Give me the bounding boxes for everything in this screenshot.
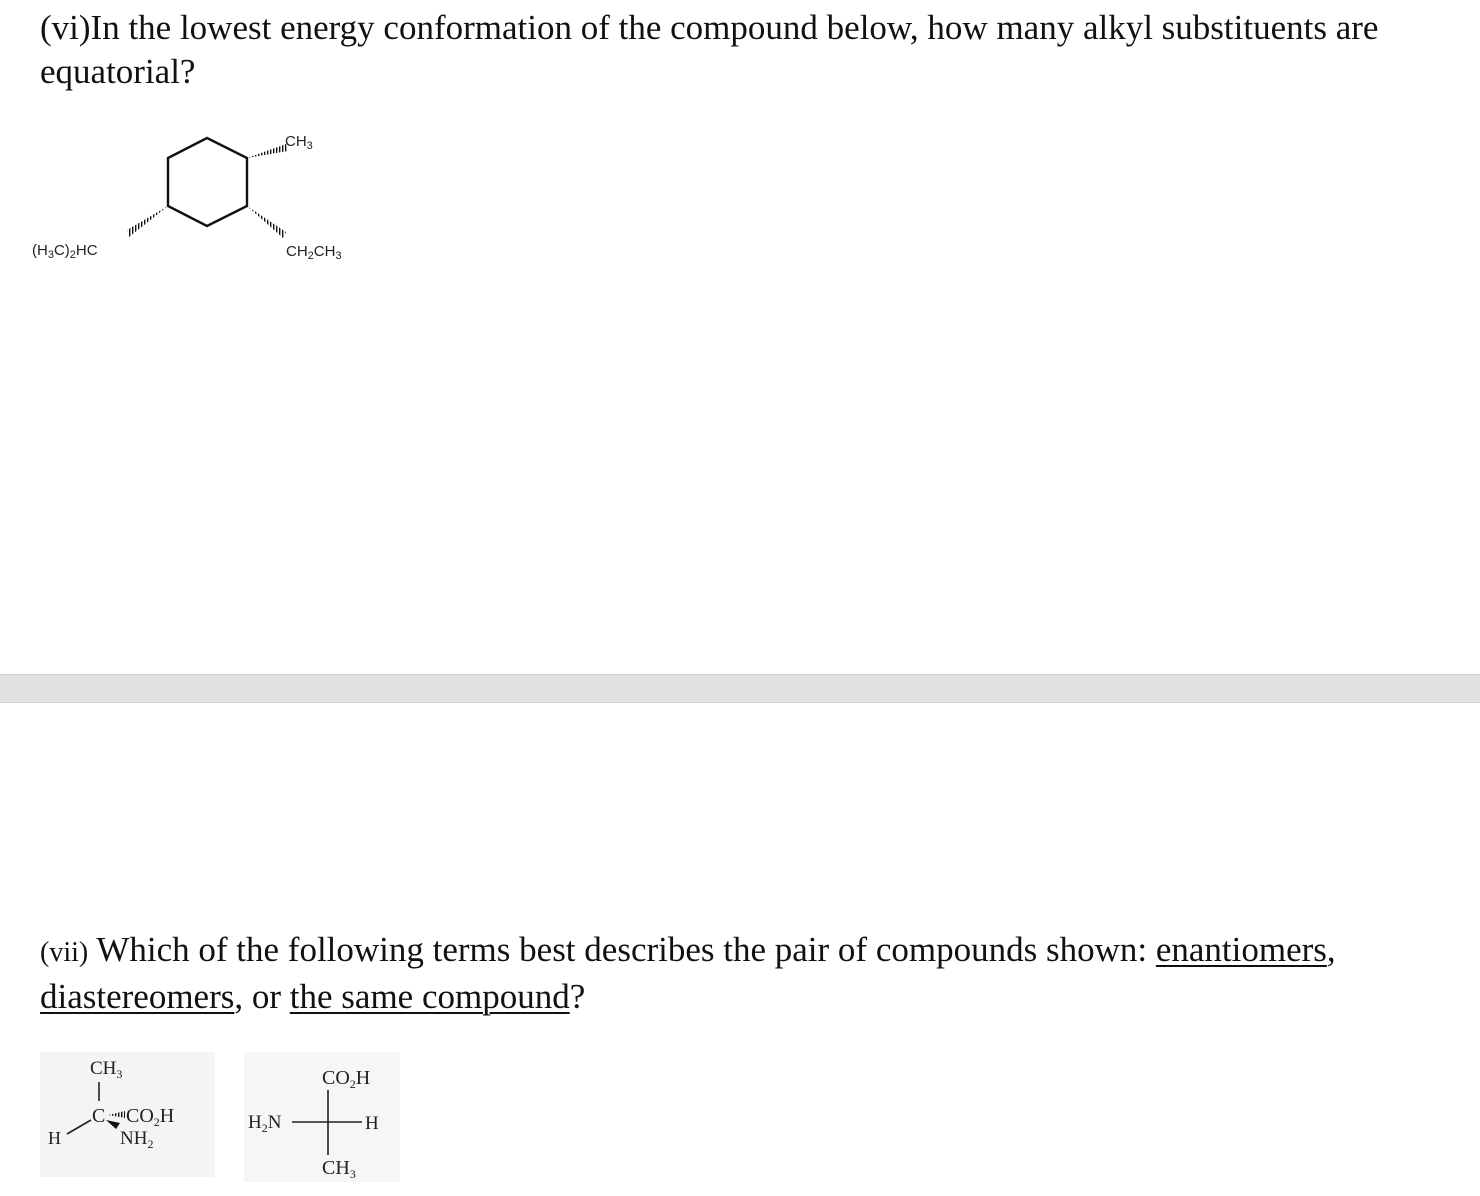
question-6-body: In the lowest energy conformation of the compound below, how many alkyl substituents are equatorial? xyxy=(40,8,1379,91)
cyclohexane-ring xyxy=(168,138,247,226)
term-same-compound: the same compound xyxy=(289,977,570,1016)
question-7-label: (vii) xyxy=(40,937,89,968)
ethyl-label: $CH_2CH_3$ xyxy=(286,243,342,262)
wedge-left-atom: H xyxy=(48,1128,61,1148)
wedge-bottom-group: $NH_2$ xyxy=(120,1128,154,1151)
question-7-body: Which of the following terms best describes the pair of compounds shown: xyxy=(88,930,1156,969)
methyl-label: $CH_3$ xyxy=(285,133,313,152)
question-6-text xyxy=(40,6,1465,94)
term-diastereomers: diastereomers xyxy=(40,977,235,1016)
term-enantiomers: enantiomers xyxy=(1155,930,1327,969)
fischer-projection xyxy=(244,1052,400,1182)
fischer-bottom-group: $CH_3$ xyxy=(322,1157,356,1181)
hashed-bond-right xyxy=(108,1111,125,1118)
question-6-label: (vi) xyxy=(40,8,91,47)
fischer-left-group: $H_2N$ xyxy=(248,1112,282,1135)
wedge-top-group: $CH_3$ xyxy=(90,1058,123,1081)
hashed-bond-ethyl xyxy=(247,206,286,238)
wedge-dash-structure xyxy=(40,1052,215,1177)
section-divider xyxy=(0,674,1480,703)
hashed-bond-isopropyl xyxy=(127,206,168,237)
hashed-bond-methyl xyxy=(247,144,288,158)
wedge-right-group: $CO_2H$ xyxy=(126,1105,175,1129)
cyclohexane-structure xyxy=(30,118,370,278)
isopropyl-label: $(H_3C)_2HC$ xyxy=(32,242,98,261)
fischer-right-atom: H xyxy=(365,1113,379,1134)
separator-or: , or xyxy=(234,977,290,1016)
question-mark: ? xyxy=(569,977,586,1016)
question-7-text xyxy=(40,928,1460,1019)
wedge-bond-bottom xyxy=(106,1120,120,1129)
bond-left xyxy=(67,1120,91,1134)
wedge-center-atom: C xyxy=(92,1105,106,1127)
fischer-top-group: $CO_2H$ xyxy=(322,1067,371,1091)
separator-comma: , xyxy=(1326,930,1336,969)
